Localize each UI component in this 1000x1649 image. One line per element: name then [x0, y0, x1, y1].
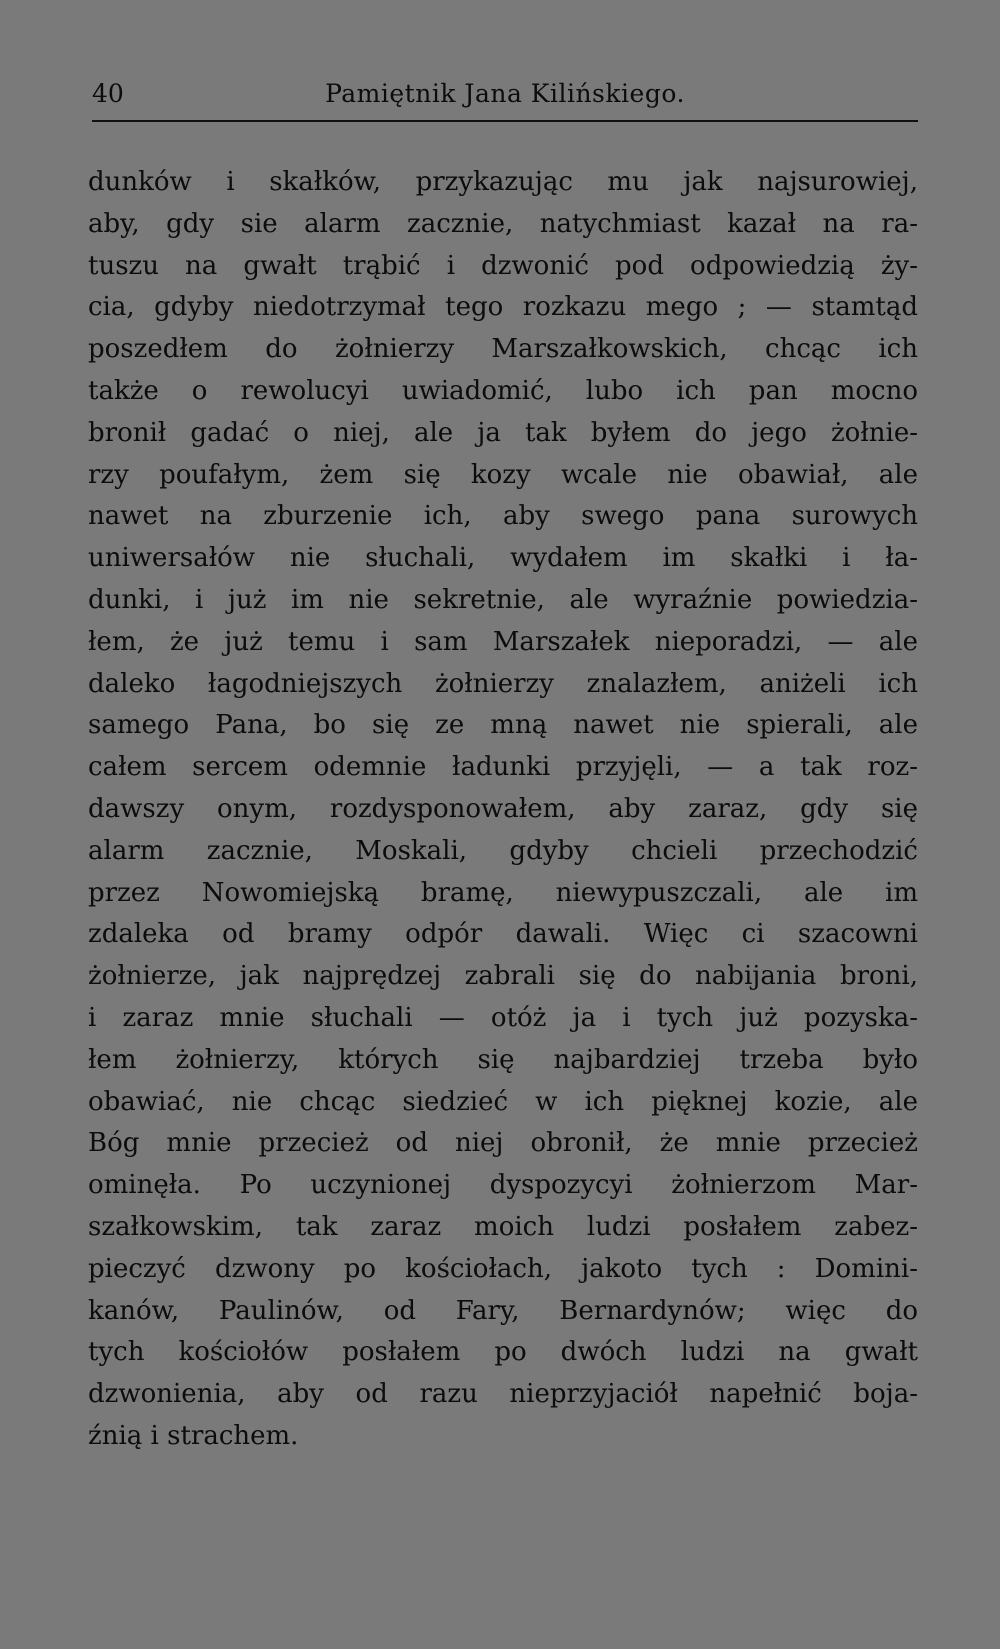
text-line: nawet na zburzenie ich, aby swego pana surowych: [88, 501, 918, 532]
text-line: Bóg mnie przecież od niej obronił, że mnie przecież: [88, 1128, 918, 1159]
text-line: żołnierze, jak najprędzej zabrali się do nabijania broni,: [88, 961, 918, 992]
running-title: Pamiętnik Jana Kilińskiego.: [325, 79, 685, 108]
text-line: cia, gdyby niedotrzymał tego rozkazu mego ; — stamtąd: [88, 292, 918, 323]
text-line: bronił gadać o niej, ale ja tak byłem do jego żołnie-: [88, 417, 918, 448]
text-line: dzwonienia, aby od razu nieprzyjaciół napełnić boja-: [88, 1379, 918, 1410]
text-line: rzy poufałym, żem się kozy wcale nie obawiał, ale: [88, 459, 918, 490]
page-header: [92, 74, 918, 114]
text-line: także o rewolucyi uwiadomić, lubo ich pan mocno: [88, 375, 918, 406]
text-line: i zaraz mnie słuchali — otóż ja i tych już pozyska-: [88, 1002, 918, 1033]
text-line: dawszy onym, rozdysponowałem, aby zaraz, gdy się: [88, 793, 918, 824]
text-line: przez Nowomiejską bramę, niewypuszczali, ale im: [88, 877, 918, 908]
page-number: 40: [92, 79, 124, 108]
text-line: całem sercem odemnie ładunki przyjęli, — a tak roz-: [88, 752, 918, 783]
text-line: ominęła. Po uczynionej dyspozycyi żołnierzom Mar-: [88, 1170, 918, 1201]
text-line: tych kościołów posłałem po dwóch ludzi na gwałt: [88, 1337, 918, 1368]
text-line: obawiać, nie chcąc siedzieć w ich pięknej kozie, ale: [88, 1086, 918, 1117]
text-line: kanów, Paulinów, od Fary, Bernardynów; więc do: [88, 1295, 918, 1326]
text-line: alarm zacznie, Moskali, gdyby chcieli przechodzić: [88, 835, 918, 866]
text-line-last: źnią i strachem.: [88, 1420, 299, 1451]
text-line: łem, że już temu i sam Marszałek nieporadzi, — ale: [88, 626, 918, 657]
text-line: pieczyć dzwony po kościołach, jakoto tych : Domini-: [88, 1253, 918, 1284]
text-line: uniwersałów nie słuchali, wydałem im skałki i ła-: [88, 543, 918, 574]
text-line: dunków i skałków, przykazując mu jak najsurowiej,: [88, 167, 918, 197]
text-line: szałkowskim, tak zaraz moich ludzi posłałem zabez-: [88, 1211, 918, 1242]
text-line: dunki, i już im nie sekretnie, ale wyraźnie powiedzia-: [88, 584, 918, 615]
text-line: aby, gdy sie alarm zacznie, natychmiast kazał na ra-: [88, 208, 918, 239]
text-line: tuszu na gwałt trąbić i dzwonić pod odpowiedzią ży-: [88, 250, 918, 281]
text-line: poszedłem do żołnierzy Marszałkowskich, chcąc ich: [88, 334, 918, 365]
body-text: [88, 162, 918, 1458]
text-line: daleko łagodniejszych żołnierzy znalazłem, aniżeli ich: [88, 668, 918, 699]
text-line: łem żołnierzy, których się najbardziej trzeba było: [88, 1044, 918, 1075]
text-line: samego Pana, bo się ze mną nawet nie spierali, ale: [88, 710, 918, 741]
header-rule: [92, 120, 918, 122]
text-line: zdaleka od bramy odpór dawali. Więc ci szacowni: [88, 919, 918, 950]
